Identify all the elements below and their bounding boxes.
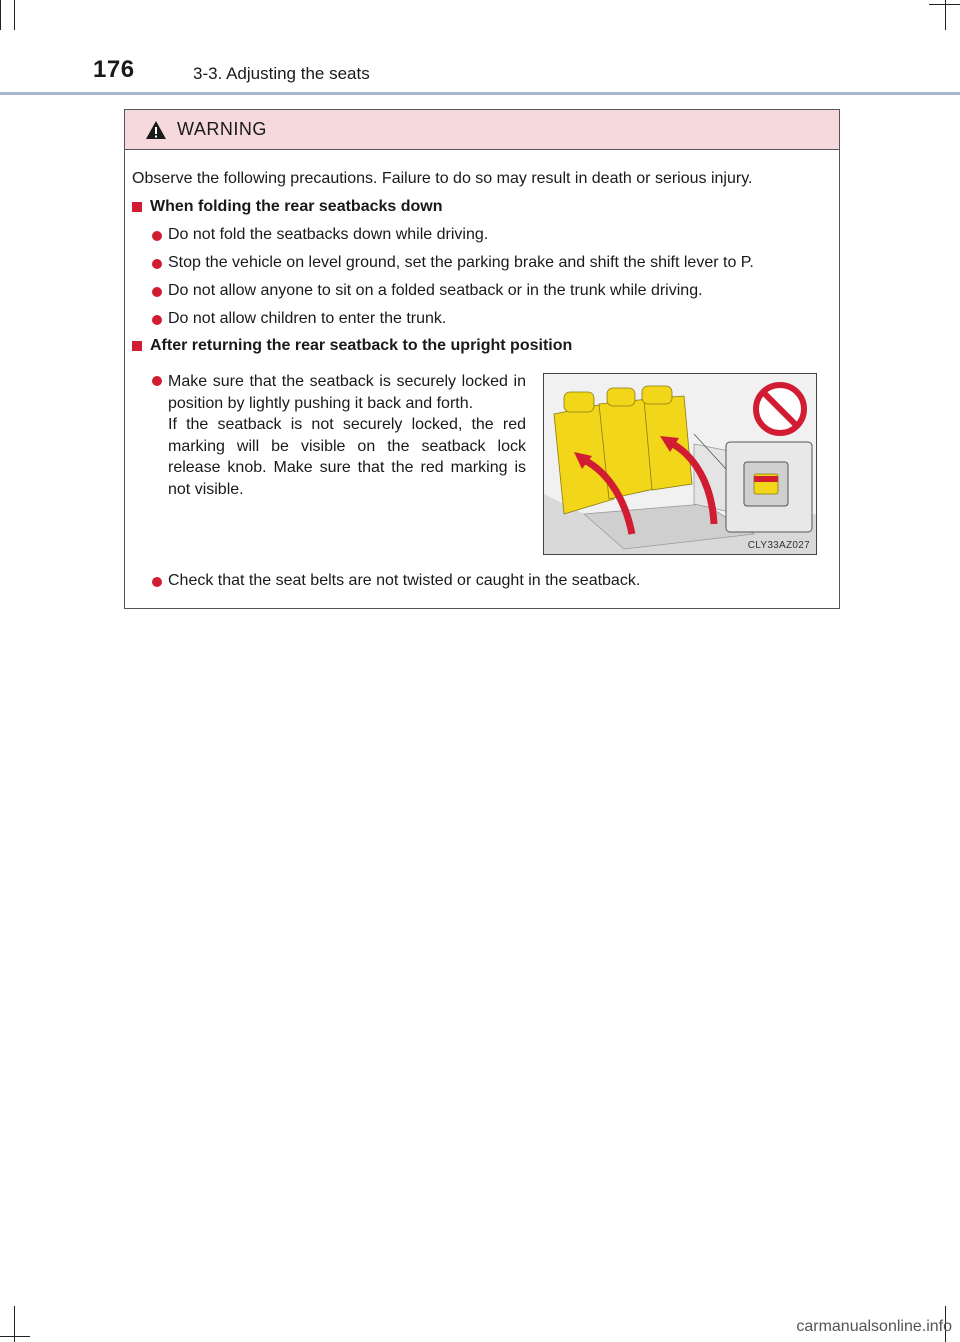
- list-item-text: Make sure that the seatback is securely locked in position by lightly pushing it back and forth.: [168, 373, 526, 412]
- bullet-dot-icon: [152, 315, 162, 325]
- bullet-dot-icon: [152, 231, 162, 241]
- warning-title: WARNING: [177, 119, 267, 139]
- list-item-text: Stop the vehicle on level ground, set the parking brake and shift the shift lever to P.: [168, 254, 754, 271]
- warning-intro: Observe the following precautions. Failure to do so may result in death or serious injury.: [132, 170, 753, 187]
- crop-mark: [14, 0, 15, 30]
- figure-code: CLY33AZ027: [747, 540, 810, 551]
- list-item: [152, 572, 640, 590]
- page-number: 176: [93, 56, 135, 83]
- header-rule: [0, 92, 960, 95]
- list-item: [152, 226, 488, 244]
- sub-heading-folding: [132, 198, 443, 216]
- square-bullet-icon: [132, 341, 142, 351]
- seatback-figure: [543, 373, 817, 555]
- crop-mark: [0, 0, 1, 30]
- crop-mark: [0, 1336, 30, 1337]
- sub-heading-text: When folding the rear seatbacks down: [150, 198, 443, 215]
- list-item: [152, 282, 703, 300]
- list-item-text: If the seatback is not securely locked, the red marking will be visible on the seatback lock release knob. Make sure that the red marking is not visible.: [168, 416, 526, 498]
- square-bullet-icon: [132, 202, 142, 212]
- list-item: [152, 371, 526, 500]
- bullet-dot-icon: [152, 259, 162, 269]
- bullet-dot-icon: [152, 376, 162, 386]
- list-item-text: Do not allow children to enter the trunk.: [168, 310, 447, 327]
- list-item: [152, 310, 446, 328]
- bullet-dot-icon: [152, 577, 162, 587]
- warning-header: [125, 110, 839, 150]
- list-item-text: Do not fold the seatbacks down while driving.: [168, 226, 489, 243]
- footer-watermark: carmanualsonline.info: [796, 1318, 952, 1335]
- bullet-dot-icon: [152, 287, 162, 297]
- list-item-text-block: [168, 371, 526, 500]
- section-title: 3-3. Adjusting the seats: [193, 64, 370, 83]
- list-item-text: Do not allow anyone to sit on a folded seatback or in the trunk while driving.: [168, 282, 703, 299]
- warning-box: [124, 109, 840, 609]
- sub-heading-upright: [132, 337, 572, 355]
- warning-triangle-icon: [145, 120, 167, 140]
- sub-heading-text: After returning the rear seatback to the upright position: [150, 337, 573, 354]
- crop-mark: [929, 4, 960, 5]
- list-item-text: Check that the seat belts are not twisted or caught in the seatback.: [168, 572, 641, 589]
- list-item: [152, 254, 754, 272]
- seatback-illustration: [544, 374, 817, 555]
